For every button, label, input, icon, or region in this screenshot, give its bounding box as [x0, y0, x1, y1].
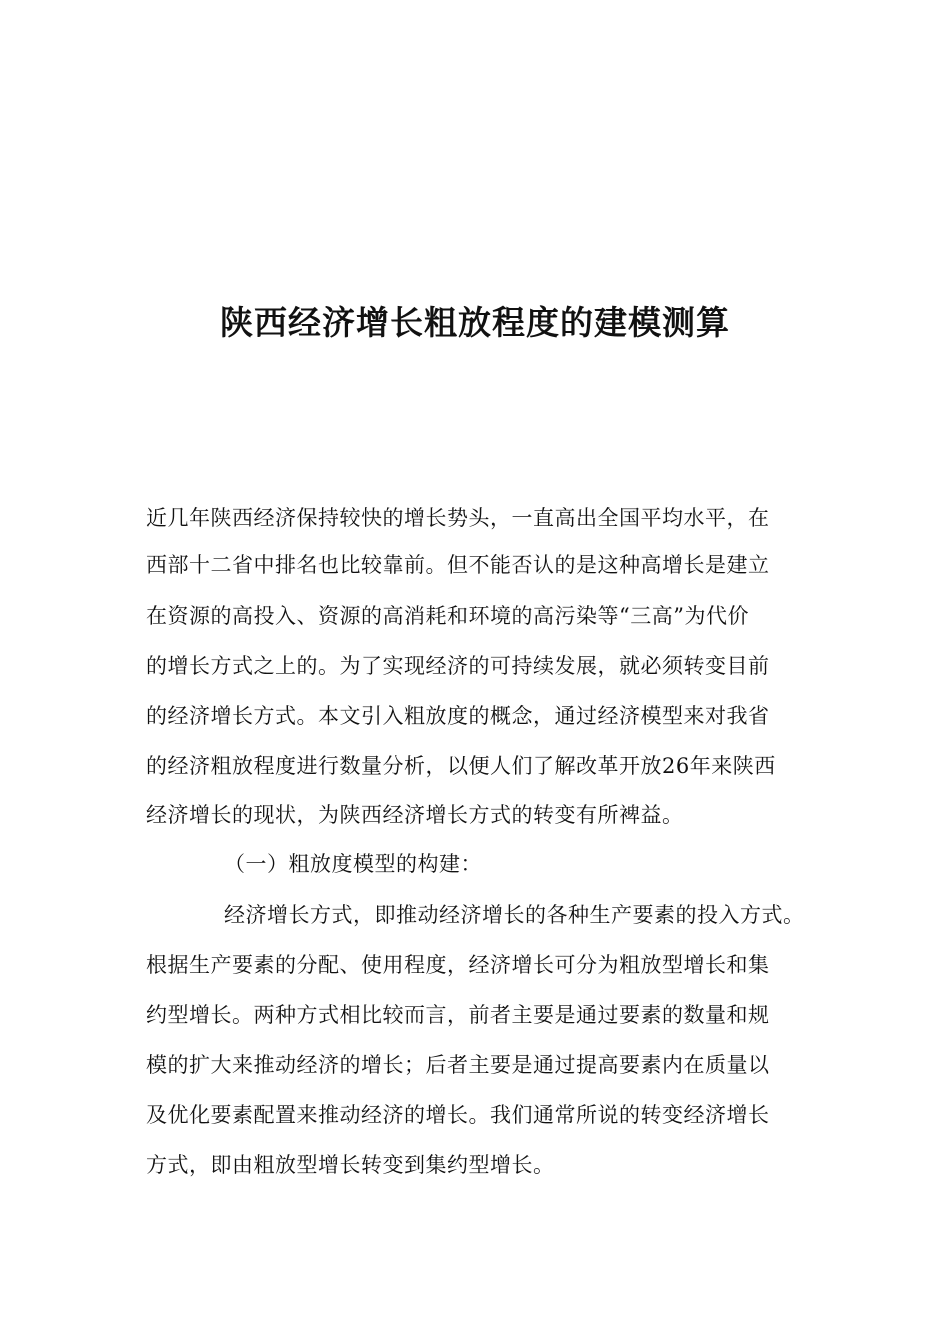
section-heading: （一）粗放度模型的构建：	[224, 852, 482, 876]
intro-line-6: 的经济粗放程度进行数量分析，以便人们了解改革开放26年来陕西	[146, 754, 776, 778]
intro-line-2: 西部十二省中排名也比较靠前。但不能否认的是这种高增长是建立	[146, 553, 770, 577]
intro-line-1: 近几年陕西经济保持较快的增长势头，一直高出全国平均水平，在	[146, 506, 770, 530]
intro-line-4: 的增长方式之上的。为了实现经济的可持续发展，就必须转变目前	[146, 654, 770, 678]
intro-line-7: 经济增长的现状，为陕西经济增长方式的转变有所裨益。	[146, 803, 684, 827]
document-title: 陕西经济增长粗放程度的建模测算	[220, 303, 730, 342]
intro-line-3: 在资源的高投入、资源的高消耗和环境的高污染等“三高”为代价	[146, 604, 749, 628]
body-line-2: 根据生产要素的分配、使用程度，经济增长可分为粗放型增长和集	[146, 953, 770, 977]
body-line-4: 模的扩大来推动经济的增长；后者主要是通过提高要素内在质量以	[146, 1053, 770, 1077]
intro-line-5: 的经济增长方式。本文引入粗放度的概念，通过经济模型来对我省	[146, 704, 770, 728]
body-line-6: 方式，即由粗放型增长转变到集约型增长。	[146, 1153, 555, 1177]
body-line-1: 经济增长方式，即推动经济增长的各种生产要素的投入方式。	[224, 903, 805, 927]
body-line-3: 约型增长。两种方式相比较而言，前者主要是通过要素的数量和规	[146, 1003, 770, 1027]
body-line-5: 及优化要素配置来推动经济的增长。我们通常所说的转变经济增长	[146, 1103, 770, 1127]
